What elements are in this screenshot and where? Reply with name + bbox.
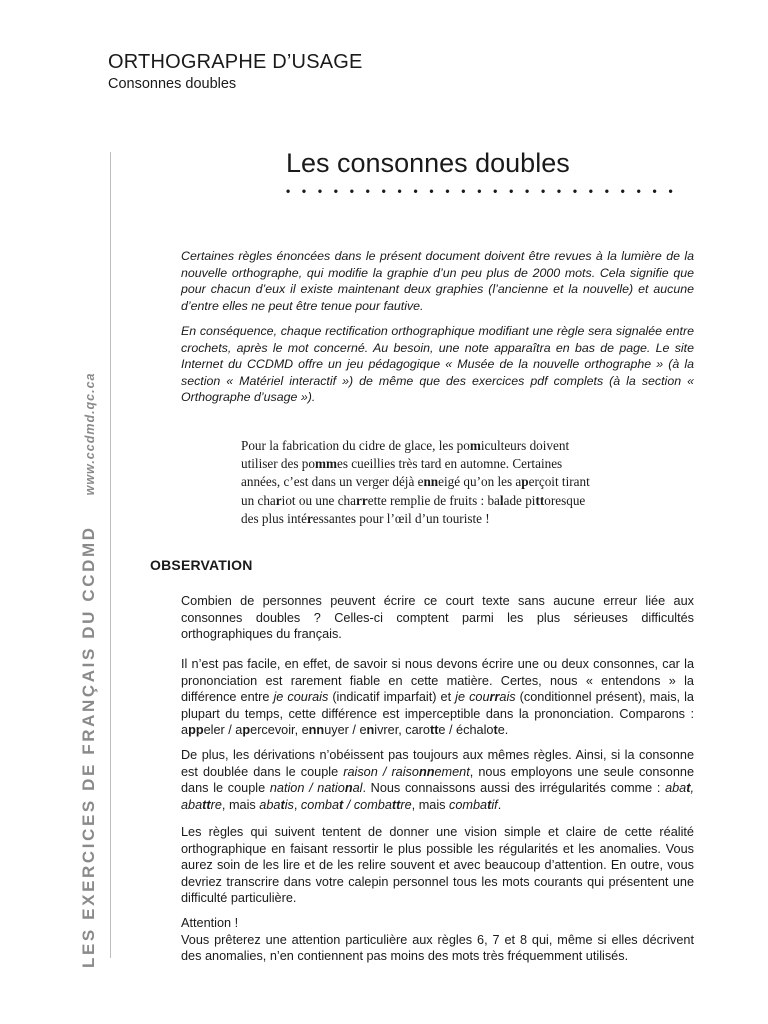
text-run: /	[343, 797, 354, 812]
text-run: is	[284, 797, 294, 812]
attention-note	[181, 915, 694, 965]
text-run: iculteurs doivent utiliser des po	[241, 438, 570, 472]
observation-paragraph-2	[181, 656, 694, 739]
text-run: comba	[353, 797, 392, 812]
text-run: essantes pour l’œil d’un touriste !	[312, 510, 490, 526]
text-run: ais	[499, 690, 516, 704]
emphasized-letters: rr	[489, 690, 500, 704]
text-run: Les règles qui suivent tentent de donner une vision simple et claire de cette réalité orthographique en faisant ressortir le plus possible les régularités et les anomalies. Vous aurez soin de les lire et de les relire souvent et avec beaucoup d’attention. En outre, vous devriez transcrire dans votre calepin personnel tous les mots courants qui présentent une difficulté particulière.	[181, 825, 694, 905]
sidebar-series-banner	[79, 372, 99, 968]
text-run: al	[352, 781, 363, 795]
emphasized-letters: tt	[391, 797, 401, 812]
observation-paragraph-1	[181, 593, 694, 643]
emphasized-letters: m	[469, 438, 481, 453]
emphasized-letters: n	[366, 723, 375, 737]
text-run: re	[210, 797, 222, 812]
site-url: www.ccdmd.qc.ca	[83, 372, 97, 496]
text-run: re	[400, 797, 412, 812]
sidebar-divider	[110, 152, 111, 958]
text-run: ivrer, caro	[374, 723, 430, 737]
emphasized-letters: nn	[423, 474, 439, 490]
text-run: comba	[300, 797, 340, 812]
attention-text: Vous prêterez une attention particulière aux règles 6, 7 et 8 qui, même si elles décrivent des anomalies, n’en contiennent pas moins des mots très fréquemment utilisés.	[181, 932, 694, 963]
text-run: nation / natio	[269, 781, 345, 795]
emphasized-letters: p	[242, 723, 251, 737]
emphasized-letters: pp	[188, 723, 204, 737]
observation-paragraph-3	[181, 747, 694, 813]
text-run: De plus, les dérivations n’obéissent pas toujours aux mêmes règles. Ainsi, si la consonne est doublée dans le couple	[181, 748, 694, 779]
text-run: (conditionnel présent), mais, la plupart du temps, cette différence est imperceptible dans la prononciation. Comparons : a	[181, 690, 694, 737]
text-run: e.	[497, 723, 509, 737]
emphasized-letters: tt	[535, 492, 545, 508]
intro-paragraph-1: Certaines règles énoncées dans le présent document doivent être revues à la lumière de la nouvelle orthographe, qui modifie la graphie d’un peu plus de 2000 mots. Cela signifie que pour chacun d’eux il existe maintenant deux graphies (l’ancienne et la nouvelle) et aucune d’entre elles ne peut être tenue pour fautive.	[181, 249, 694, 313]
text-run: aba	[181, 797, 203, 812]
text-run: ade pi	[503, 492, 536, 508]
emphasized-letters: mm	[315, 456, 337, 472]
text-run: , mais	[221, 797, 260, 812]
emphasized-letters: r	[275, 492, 282, 508]
text-run: uyer / e	[324, 723, 367, 737]
text-run: je cou	[455, 690, 490, 704]
text-run: eler / a	[203, 723, 243, 737]
text-run: erçoit tirant un cha	[241, 474, 590, 508]
emphasized-letters: t	[487, 797, 492, 812]
emphasized-letters: nn	[418, 764, 435, 779]
text-run: raison / raiso	[343, 764, 419, 779]
text-run: comba	[449, 797, 488, 812]
text-run: es cueillies très tard en automne. Certaines années, c’est dans un verger déjà e	[241, 456, 563, 490]
text-run: Il n’est pas facile, en effet, de savoir si nous devons écrire une ou deux consonnes, car la prononciation est rarement fiable en cette matière. Certes, nous « entendons » la différence entre	[181, 657, 694, 704]
text-run: iot ou une cha	[281, 492, 356, 508]
attention-label: Attention !	[181, 916, 239, 930]
intro-paragraph-2: En conséquence, chaque rectification orthographique modifiant une règle sera signalée entre crochets, après le mot concerné. Au besoin, une note apparaîtra en bas de page. Le site Internet du CCDMD offre un jeu pédagogique « Musée de la nouvelle orthographe » (à la section « Matériel interactif ») de même que des exercices pdf complets (à la section « Orthographe d’usage »).	[181, 324, 694, 404]
page-title: Les consonnes doubles	[286, 148, 570, 178]
text-run: Combien de personnes peuvent écrire ce court texte sans aucune erreur liée aux consonnes doubles ? Celles-ci comptent parmi les plus sérieuses difficultés orthographiques du français.	[181, 594, 694, 641]
text-run: (indicatif imparfait) et	[328, 690, 456, 704]
emphasized-letters: l	[499, 492, 504, 508]
text-run: .	[497, 797, 502, 812]
text-run: if	[491, 797, 498, 812]
emphasized-letters: rr	[356, 492, 368, 508]
text-run: ,	[690, 781, 694, 795]
emphasized-letters: t	[280, 797, 285, 812]
observation-heading: OBSERVATION	[150, 557, 253, 573]
emphasized-letters: t	[493, 723, 498, 737]
emphasized-letters: t	[339, 797, 344, 812]
text-run: , nous employons une seule consonne dans le couple	[181, 764, 695, 795]
text-run: je courais	[273, 690, 329, 704]
text-run: . Nous connaissons aussi des irrégularités comme :	[362, 781, 666, 795]
text-run: oresque des plus inté	[241, 492, 586, 526]
text-run: ette remplie de fruits : ba	[367, 492, 500, 508]
emphasized-letters: tt	[429, 723, 439, 737]
document-section-title: ORTHOGRAPHE D’USAGE	[108, 51, 363, 73]
title-dotted-rule: • • • • • • • • • • • • • • • • • • • • • • • • •	[286, 184, 677, 198]
text-run: ,	[293, 797, 301, 812]
text-run: Pour la fabrication du cidre de glace, les po	[241, 438, 470, 453]
emphasized-letters: n	[344, 781, 353, 795]
emphasized-letters: r	[306, 510, 313, 526]
text-run: ement	[434, 764, 470, 779]
text-run: e / échalo	[438, 723, 494, 737]
text-run: ercevoir, e	[250, 723, 309, 737]
emphasized-letters: t	[686, 781, 691, 795]
observation-paragraph-4	[181, 824, 694, 907]
example-excerpt	[241, 437, 603, 528]
emphasized-letters: tt	[202, 797, 211, 812]
text-run: , mais	[411, 797, 450, 812]
emphasized-letters: nn	[308, 723, 325, 737]
series-title: LES EXERCICES DE FRANÇAIS DU CCDMD	[79, 525, 98, 968]
text-run: eigé qu’on les a	[438, 474, 522, 490]
document-section-subtitle: Consonnes doubles	[108, 76, 237, 92]
text-run: aba	[259, 797, 281, 812]
text-run: aba	[665, 781, 687, 795]
emphasized-letters: p	[521, 474, 529, 490]
